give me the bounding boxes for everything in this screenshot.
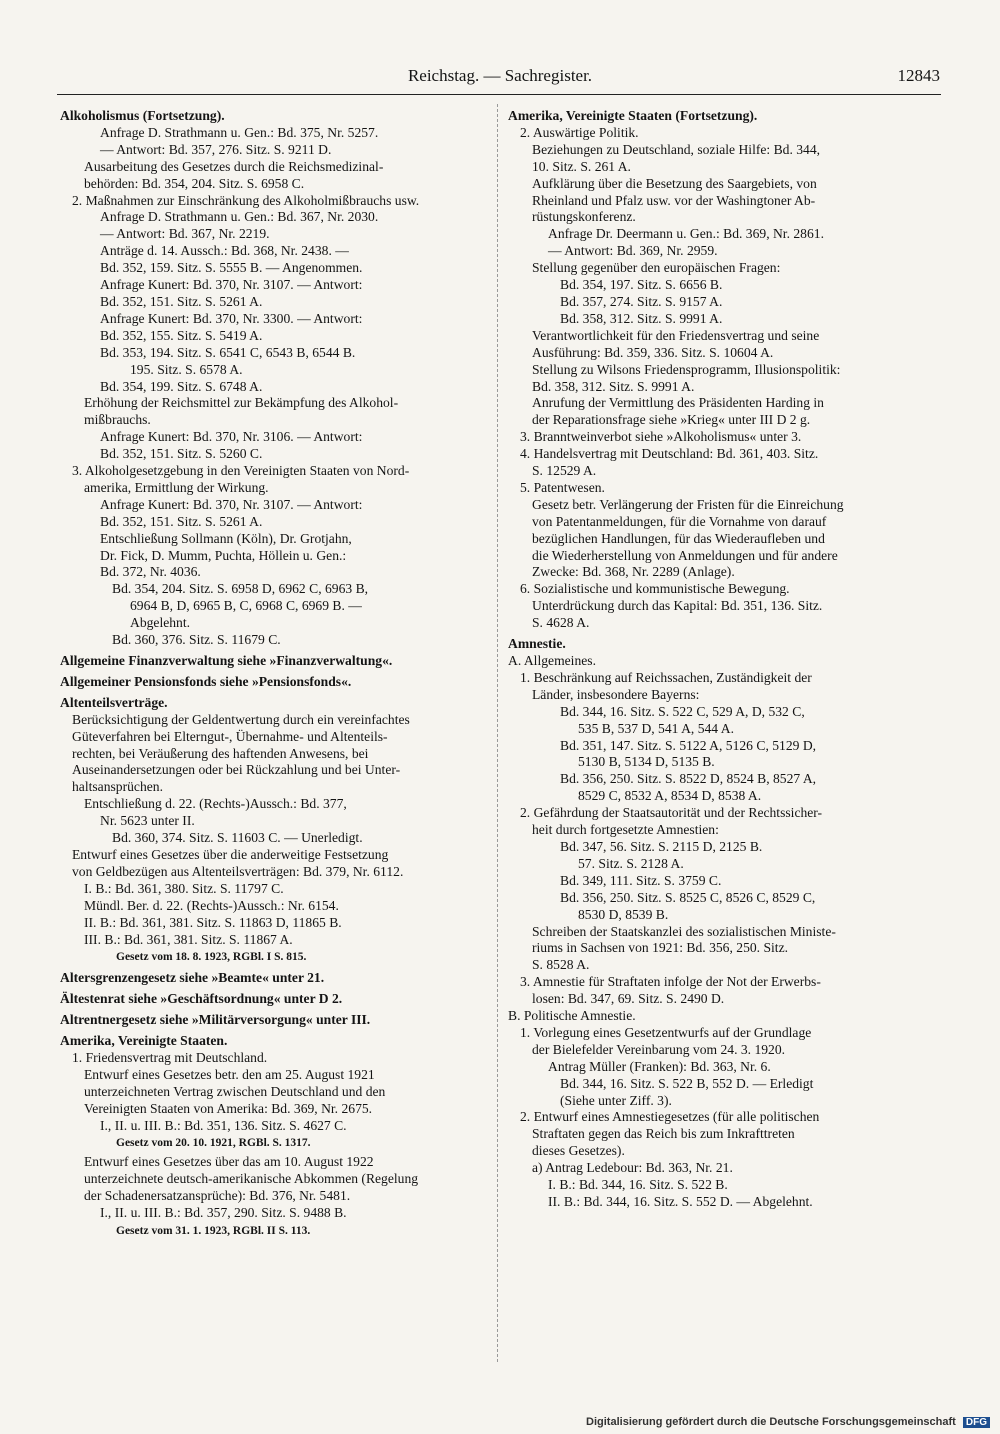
index-entry: Entwurf eines Gesetzes über die anderweitige Festsetzung [72,846,389,862]
index-entry: I. B.: Bd. 361, 380. Sitz. S. 11797 C. [84,880,284,896]
index-entry: Anfrage Kunert: Bd. 370, Nr. 3107. — Antwort: [100,277,363,293]
header-rule [57,94,941,95]
index-entry: Bd. 352, 151. Sitz. S. 5261 A. [100,293,263,309]
index-heading: Allgemeine Finanzverwaltung siehe »Finanzverwaltung«. [60,653,393,668]
index-entry: Bd. 354, 197. Sitz. S. 6656 B. [560,277,723,293]
law-reference: Gesetz vom 18. 8. 1923, RGBl. I S. 815. [116,951,307,964]
index-entry: heit durch fortgesetzte Amnestien: [532,822,719,838]
index-entry: riums in Sachsen von 1921: Bd. 356, 250. Sitz. [532,940,789,956]
index-entry: 3. Branntweinverbot siehe »Alkoholismus« unter 3. [520,429,802,445]
index-entry: Entschließung d. 22. (Rechts-)Aussch.: Bd. 377, [84,796,347,812]
index-entry: Güteverfahren bei Elterngut-, Übernahme- und Altenteils- [72,728,388,744]
index-entry: Schreiben der Staatskanzlei des sozialistischen Ministe- [532,923,836,939]
index-entry: rechten, bei Veräußerung des haftenden Anwesens, bei [72,745,369,761]
index-entry: S. 4628 A. [532,615,590,631]
page-header [0,66,1000,92]
index-entry: amerika, Ermittlung der Wirkung. [84,479,269,495]
index-entry: I., II. u. III. B.: Bd. 351, 136. Sitz. S. 4627 C. [100,1117,347,1133]
index-entry: III. B.: Bd. 361, 381. Sitz. S. 11867 A. [84,931,293,947]
index-entry: Zwecke: Bd. 368, Nr. 2289 (Anlage). [532,564,735,580]
index-heading: Altenteilsverträge. [60,694,168,710]
index-entry: der Reparationsfrage siehe »Krieg« unter III D 2 g. [532,412,811,428]
index-entry: die Wiederherstellung von Anmeldungen und für andere [532,547,838,563]
index-entry: haltsansprüchen. [72,779,163,795]
index-entry: der Schadenersatzansprüche): Bd. 376, Nr. 5481. [84,1188,351,1204]
index-entry: — Antwort: Bd. 367, Nr. 2219. [100,226,270,242]
index-entry: II. B.: Bd. 344, 16. Sitz. S. 552 D. — Abgelehnt. [548,1194,813,1209]
index-entry: 195. Sitz. S. 6578 A. [130,361,243,377]
index-entry: 6964 B, D, 6965 B, C, 6968 C, 6969 B. — [130,598,362,614]
index-heading: Alkoholismus (Fortsetzung). [60,108,225,123]
index-entry: Erhöhung der Reichsmittel zur Bekämpfung des Alkohol- [84,395,399,411]
index-entry: S. 8528 A. [532,957,590,973]
index-entry: 2. Entwurf eines Amnestiegesetzes (für alle politischen [520,1109,820,1125]
index-entry: Bd. 360, 374. Sitz. S. 11603 C. — Unerledigt. [112,830,363,846]
index-entry: Anfrage D. Strathmann u. Gen.: Bd. 367, Nr. 2030. [100,209,379,225]
index-entry: Anfrage Kunert: Bd. 370, Nr. 3300. — Antwort: [100,310,363,326]
index-entry: Mündl. Ber. d. 22. (Rechts-)Aussch.: Nr. 6154. [84,897,339,913]
index-entry: a) Antrag Ledebour: Bd. 363, Nr. 21. [532,1160,733,1176]
index-entry: Bd. 356, 250. Sitz. S. 8525 C, 8526 C, 8529 C, [560,889,816,905]
index-entry: Verantwortlichkeit für den Friedensvertrag und seine [532,327,820,343]
index-entry: Anfrage Kunert: Bd. 370, Nr. 3107. — Antwort: [100,496,363,512]
index-entry: 2. Maßnahmen zur Einschränkung des Alkoholmißbrauchs usw. [72,192,420,208]
index-entry: — Antwort: Bd. 357, 276. Sitz. S. 9211 D. [100,141,332,157]
index-entry: Anfrage Kunert: Bd. 370, Nr. 3106. — Antwort: [100,429,363,445]
index-entry: 3. Alkoholgesetzgebung in den Vereinigten Staaten von Nord- [72,463,410,479]
index-entry: der Bielefelder Vereinbarung vom 24. 3. 1920. [532,1041,786,1057]
dfg-logo: DFG [963,1417,990,1428]
index-entry: Rheinland und Pfalz usw. vor der Washingtoner Ab- [532,192,816,208]
left-column [60,104,490,1364]
index-entry: Bd. 360, 376. Sitz. S. 11679 C. [112,632,281,648]
index-entry: Abgelehnt. [130,615,191,631]
index-entry: Anträge d. 14. Aussch.: Bd. 368, Nr. 2438. — [100,243,349,259]
index-entry: von Patentanmeldungen, für die Vornahme von darauf [532,513,827,529]
index-entry: I., II. u. III. B.: Bd. 357, 290. Sitz. S. 9488 B. [100,1205,347,1221]
index-entry: Ausführung: Bd. 359, 336. Sitz. S. 10604 A. [532,344,774,360]
index-entry: 6. Sozialistische und kommunistische Bewegung. [520,581,790,597]
index-entry: Bd. 354, 204. Sitz. S. 6958 D, 6962 C, 6963 B, [112,581,369,597]
index-entry: Straftaten gegen das Reich bis zum Inkrafttreten [532,1126,795,1142]
index-entry: Nr. 5623 unter II. [100,813,195,829]
index-entry: Bd. 347, 56. Sitz. S. 2115 D, 2125 B. [560,838,763,854]
index-entry: Aufklärung über die Besetzung des Saargebiets, von [532,175,817,191]
index-entry: II. B.: Bd. 361, 381. Sitz. S. 11863 D, 11865 B. [84,914,342,930]
index-heading: Amerika, Vereinigte Staaten. [60,1033,228,1049]
index-entry: 4. Handelsvertrag mit Deutschland: Bd. 361, 403. Sitz. [520,446,819,462]
index-entry: Unterdrückung durch das Kapital: Bd. 351, 136. Sitz. [532,598,823,614]
index-heading: Altrentnergesetz siehe »Militärversorgung« unter III. [60,1012,371,1028]
index-entry: Bd. 358, 312. Sitz. S. 9991 A. [560,310,723,326]
index-entry: losen: Bd. 347, 69. Sitz. S. 2490 D. [532,991,725,1007]
law-reference: Gesetz vom 20. 10. 1921, RGBl. S. 1317. [116,1137,311,1150]
index-entry: Ausarbeitung des Gesetzes durch die Reichsmedizinal- [84,158,384,174]
index-entry: Stellung gegenüber den europäischen Fragen: [532,260,781,276]
index-entry: 2. Auswärtige Politik. [520,124,639,140]
index-entry: Bd. 352, 155. Sitz. S. 5419 A. [100,327,263,343]
index-entry: 57. Sitz. S. 2128 A. [578,855,684,871]
index-entry: 1. Friedensvertrag mit Deutschland. [72,1049,268,1065]
index-heading: Allgemeiner Pensionsfonds siehe »Pensionsfonds«. [60,673,352,689]
index-entry: Bd. 344, 16. Sitz. S. 522 C, 529 A, D, 532 C, [560,703,805,719]
index-entry: 535 B, 537 D, 541 A, 544 A. [578,720,734,736]
index-entry: I. B.: Bd. 344, 16. Sitz. S. 522 B. [548,1177,728,1193]
index-entry: unterzeichneten Vertrag zwischen Deutschland und den [84,1083,386,1099]
index-entry: Beziehungen zu Deutschland, soziale Hilfe: Bd. 344, [532,141,821,157]
index-heading: Amerika, Vereinigte Staaten (Fortsetzung). [508,108,758,123]
right-column [508,104,940,1364]
index-entry: behörden: Bd. 354, 204. Sitz. S. 6958 C. [84,175,305,191]
index-entry: Entwurf eines Gesetzes über das am 10. August 1922 [84,1154,374,1170]
index-entry: — Antwort: Bd. 369, Nr. 2959. [548,243,718,259]
footer-text: Digitalisierung gefördert durch die Deutsche Forschungsgemeinschaft [586,1416,956,1428]
index-entry: Gesetz betr. Verlängerung der Fristen für die Einreichung [532,496,844,512]
footer-credit [586,1416,990,1428]
index-entry: A. Allgemeines. [508,653,596,668]
index-entry: 8530 D, 8539 B. [578,906,669,922]
index-entry: Entwurf eines Gesetzes betr. den am 25. August 1921 [84,1066,375,1082]
index-entry: Anfrage Dr. Deermann u. Gen.: Bd. 369, Nr. 2861. [548,226,824,242]
index-entry: Anfrage D. Strathmann u. Gen.: Bd. 375, Nr. 5257. [100,124,379,140]
index-entry: mißbrauchs. [84,412,151,428]
index-heading: Altersgrenzengesetz siehe »Beamte« unter 21. [60,970,325,986]
index-entry: 10. Sitz. S. 261 A. [532,158,631,174]
index-entry: S. 12529 A. [532,463,597,479]
index-entry: Bd. 353, 194. Sitz. S. 6541 C, 6543 B, 6544 B. [100,344,356,360]
index-entry: Länder, insbesondere Bayerns: [532,686,700,702]
index-entry: dieses Gesetzes). [532,1143,625,1159]
index-entry: 1. Vorlegung eines Gesetzentwurfs auf der Grundlage [520,1024,812,1040]
index-entry: 5. Patentwesen. [520,479,605,495]
index-entry: Anrufung der Vermittlung des Präsidenten Harding in [532,395,824,411]
index-entry: unterzeichnete deutsch-amerikanische Abkommen (Regelung [84,1171,419,1187]
index-entry: Bd. 352, 151. Sitz. S. 5261 A. [100,513,263,529]
index-entry: Bd. 358, 312. Sitz. S. 9991 A. [532,378,695,394]
index-entry: Bd. 356, 250. Sitz. S. 8522 D, 8524 B, 8527 A, [560,771,817,787]
index-entry: Dr. Fick, D. Mumm, Puchta, Höllein u. Gen.: [100,547,347,563]
index-entry: Antrag Müller (Franken): Bd. 363, Nr. 6. [548,1058,771,1074]
index-heading: Amnestie. [508,636,566,652]
index-entry: bezüglichen Handlungen, für das Wiederaufleben und [532,530,825,546]
index-entry: Vereinigten Staaten von Amerika: Bd. 369, Nr. 2675. [84,1100,373,1116]
index-entry: von Geldbezügen aus Altenteilsverträgen: Bd. 379, Nr. 6112. [72,863,404,879]
index-entry: 8529 C, 8532 A, 8534 D, 8538 A. [578,788,762,804]
index-entry: 3. Amnestie für Straftaten infolge der Not der Erwerbs- [520,974,821,990]
index-entry: Bd. 372, Nr. 4036. [100,564,201,580]
page-number: 12843 [897,66,940,85]
index-entry: Entschließung Sollmann (Köln), Dr. Grotjahn, [100,530,352,546]
index-entry: B. Politische Amnestie. [508,1008,636,1024]
index-entry: Bd. 351, 147. Sitz. S. 5122 A, 5126 C, 5129 D, [560,737,817,753]
index-entry: Bd. 352, 151. Sitz. S. 5260 C. [100,446,263,462]
running-title: Reichstag. — Sachregister. [407,66,593,85]
index-entry: Bd. 354, 199. Sitz. S. 6748 A. [100,378,263,394]
index-entry: Bd. 349, 111. Sitz. S. 3759 C. [560,872,722,888]
index-entry: 5130 B, 5134 D, 5135 B. [578,754,715,770]
index-entry: 2. Gefährdung der Staatsautorität und der Rechtssicher- [520,805,823,821]
index-entry: 1. Beschränkung auf Reichssachen, Zuständigkeit der [520,669,812,685]
index-entry: Auseinandersetzungen oder bei Rückzahlung und bei Unter- [72,762,401,778]
index-heading: Ältestenrat siehe »Geschäftsordnung« unter D 2. [60,991,343,1007]
index-entry: Bd. 357, 274. Sitz. S. 9157 A. [560,293,723,309]
index-entry: Berücksichtigung der Geldentwertung durch ein vereinfachtes [72,711,410,727]
index-entry: (Siehe unter Ziff. 3). [560,1092,672,1108]
index-entry: Bd. 344, 16. Sitz. S. 522 B, 552 D. — Erledigt [560,1075,814,1091]
column-divider [497,104,498,1362]
index-entry: rüstungskonferenz. [532,209,636,225]
index-entry: Stellung zu Wilsons Friedensprogramm, Illusionspolitik: [532,361,841,377]
index-entry: Bd. 352, 159. Sitz. S. 5555 B. — Angenommen. [100,260,363,276]
law-reference: Gesetz vom 31. 1. 1923, RGBl. II S. 113. [116,1225,311,1237]
